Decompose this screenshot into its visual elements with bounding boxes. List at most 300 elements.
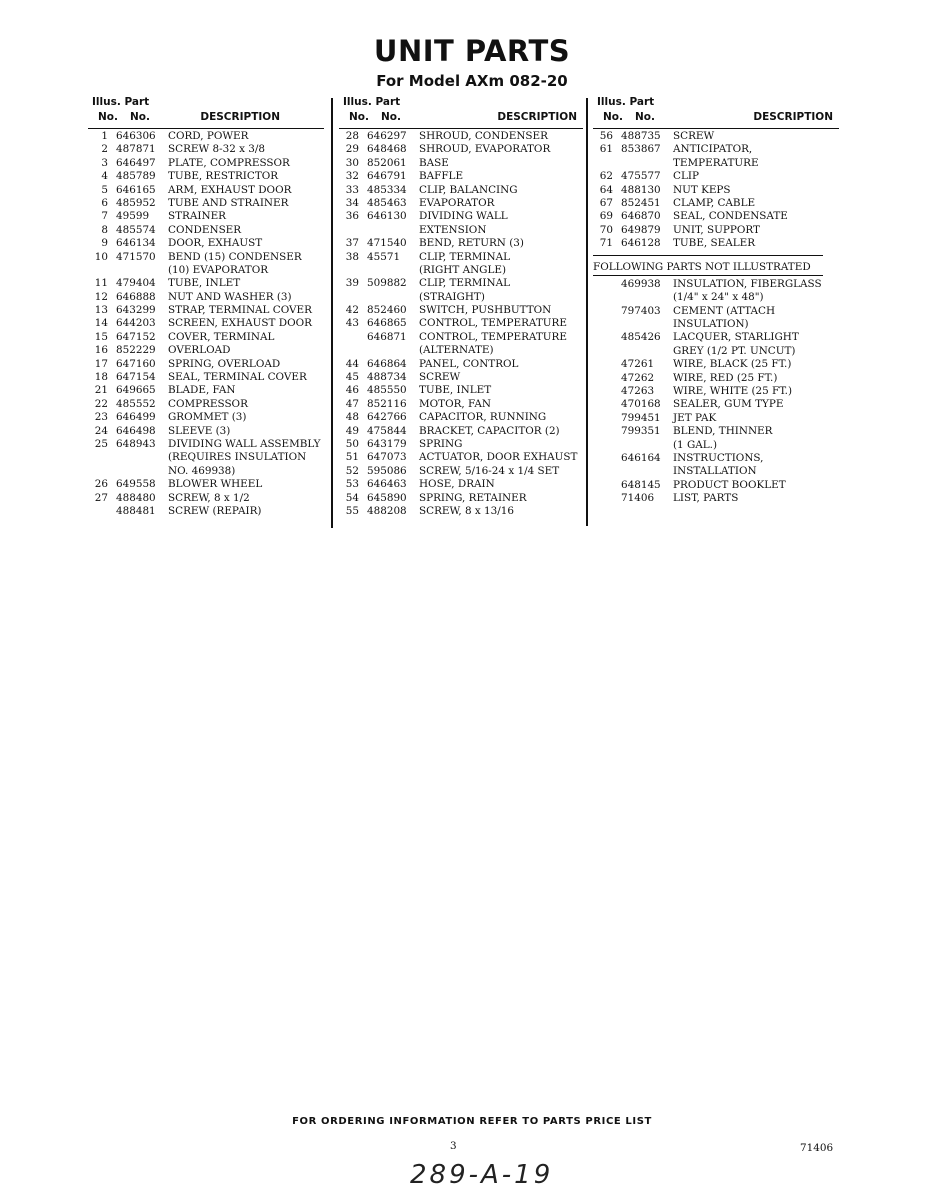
part-no: 485789 <box>116 170 156 183</box>
part-description: (10) EVAPORATOR <box>168 263 269 276</box>
part-row <box>88 371 324 384</box>
part-row <box>88 344 324 357</box>
part-row <box>339 197 583 210</box>
part-row <box>339 384 583 397</box>
part-no: 471540 <box>367 237 407 250</box>
illus-no: 23 <box>94 411 108 424</box>
part-row <box>88 170 324 183</box>
part-description: LIST, PARTS <box>673 492 739 505</box>
part-description: SCREEN, EXHAUST DOOR <box>168 317 312 330</box>
part-no: 647152 <box>116 330 156 343</box>
illus-no <box>593 452 613 465</box>
part-description: EVAPORATOR <box>419 196 495 209</box>
part-description: INSULATION) <box>673 318 749 331</box>
illus-part-header: Illus. Part <box>343 96 401 108</box>
part-row <box>593 291 839 304</box>
header-rule <box>88 128 324 129</box>
part-no: 485550 <box>367 384 407 397</box>
part-row <box>88 277 324 290</box>
illus-no <box>593 318 613 331</box>
part-description: TEMPERATURE <box>673 156 759 169</box>
part-row <box>88 157 324 170</box>
part-row <box>339 451 583 464</box>
illus-no: 46 <box>345 384 359 397</box>
not-illustrated-list <box>593 278 839 506</box>
part-no: 647073 <box>367 451 407 464</box>
part-description: SPRING, RETAINER <box>419 491 527 504</box>
part-no: 646871 <box>367 330 407 343</box>
part-description: SEAL, TERMINAL COVER <box>168 371 307 384</box>
illus-no <box>593 425 613 438</box>
part-no: 485952 <box>116 196 156 209</box>
illus-no: 9 <box>101 237 108 250</box>
illus-no: 25 <box>94 437 108 450</box>
part-description: (1 GAL.) <box>673 438 718 451</box>
part-row <box>88 478 324 491</box>
part-description: SPRING <box>419 437 463 450</box>
part-no: 487871 <box>116 143 156 156</box>
part-description: INSTRUCTIONS, <box>673 451 764 464</box>
part-no: 646463 <box>367 478 407 491</box>
part-no: 852229 <box>116 344 156 357</box>
part-description: UNIT, SUPPORT <box>673 223 760 236</box>
part-row <box>593 278 839 291</box>
part-row <box>339 398 583 411</box>
part-no <box>108 264 168 277</box>
part-no: 485426 <box>621 331 661 344</box>
part-description: SPRING, OVERLOAD <box>168 357 281 370</box>
part-row <box>339 157 583 170</box>
part-row <box>593 197 839 210</box>
illus-no: 32 <box>345 170 359 183</box>
part-no: 642766 <box>367 411 407 424</box>
part-no: 646870 <box>621 210 661 223</box>
illus-no <box>593 385 613 398</box>
parts-column-2 <box>339 94 583 518</box>
part-row <box>88 505 324 518</box>
part-description: NUT AND WASHER (3) <box>168 290 292 303</box>
page-title: UNIT PARTS <box>373 34 571 68</box>
illus-no: 67 <box>599 196 613 209</box>
part-no: 648468 <box>367 143 407 156</box>
illus-no <box>339 291 359 304</box>
part-row <box>339 331 583 344</box>
part-no: 485574 <box>116 223 156 236</box>
part-no: 797403 <box>621 304 661 317</box>
part-row <box>339 411 583 424</box>
illus-no <box>593 492 613 505</box>
part-description: SWITCH, PUSHBUTTON <box>419 304 552 317</box>
illus-no: 29 <box>345 143 359 156</box>
part-row <box>88 317 324 330</box>
illus-no <box>88 264 108 277</box>
part-description: COMPRESSOR <box>168 397 248 410</box>
part-row <box>88 492 324 505</box>
illus-no: 71 <box>599 237 613 250</box>
part-row <box>88 224 324 237</box>
section-rule <box>593 275 823 276</box>
part-description: SCREW, 5/16-24 x 1/4 SET <box>419 464 560 477</box>
illus-no: 48 <box>345 411 359 424</box>
part-description: CORD, POWER <box>168 130 249 142</box>
part-no <box>613 345 673 358</box>
illus-no <box>593 331 613 344</box>
part-description: ANTICIPATOR, <box>673 143 753 156</box>
part-row <box>593 358 839 371</box>
header-rule <box>593 128 839 129</box>
part-no: 475577 <box>621 170 661 183</box>
part-row <box>339 143 583 156</box>
part-description: SHROUD, EVAPORATOR <box>419 143 551 156</box>
part-description: (REQUIRES INSULATION <box>168 451 307 464</box>
part-no: 488480 <box>116 491 156 504</box>
part-description: CAPACITOR, RUNNING <box>419 411 547 424</box>
illus-no: 15 <box>94 330 108 343</box>
part-row <box>88 438 324 451</box>
part-row <box>339 224 583 237</box>
illus-no: 50 <box>345 437 359 450</box>
page-number: 3 <box>450 1140 457 1152</box>
illus-no: 18 <box>94 371 108 384</box>
part-row <box>339 237 583 250</box>
part-row <box>88 425 324 438</box>
part-description: CLIP <box>673 170 699 183</box>
illus-no: 14 <box>94 317 108 330</box>
part-description: BLOWER WHEEL <box>168 478 263 491</box>
part-no: 646165 <box>116 183 156 196</box>
part-row <box>593 479 839 492</box>
part-no: 646164 <box>621 451 661 464</box>
part-row <box>593 412 839 425</box>
part-description: PANEL, CONTROL <box>419 357 519 370</box>
part-description: DOOR, EXHAUST <box>168 237 263 250</box>
part-row <box>339 358 583 371</box>
part-no: 643179 <box>367 437 407 450</box>
part-row <box>88 304 324 317</box>
part-no: 470168 <box>621 398 661 411</box>
part-no: 485334 <box>367 183 407 196</box>
part-description: GREY (1/2 PT. UNCUT) <box>673 344 796 357</box>
part-row <box>339 210 583 223</box>
model-subtitle: For Model AXm 082-20 <box>376 72 568 90</box>
part-no <box>613 465 673 478</box>
part-row <box>339 277 583 290</box>
part-row <box>593 224 839 237</box>
part-row <box>88 411 324 424</box>
part-description: DIVIDING WALL <box>419 210 508 223</box>
illus-no: 24 <box>94 424 108 437</box>
illus-part-header: Illus. Part <box>92 96 150 108</box>
part-description: JET PAK <box>673 411 717 424</box>
part-row <box>88 264 324 277</box>
part-description: BAFFLE <box>419 170 464 183</box>
part-row <box>593 170 839 183</box>
part-row <box>593 237 839 250</box>
illus-no: 33 <box>345 183 359 196</box>
part-no: 647154 <box>116 371 156 384</box>
part-no: 646134 <box>116 237 156 250</box>
illus-no: 5 <box>101 183 108 196</box>
section-rule <box>593 255 823 256</box>
illus-no: 22 <box>94 397 108 410</box>
illus-no: 51 <box>345 451 359 464</box>
part-no: 646791 <box>367 170 407 183</box>
part-row <box>88 451 324 464</box>
illus-no: 44 <box>345 357 359 370</box>
part-description: NO. 469938) <box>168 464 236 477</box>
illus-no: 8 <box>101 223 108 236</box>
part-description: ARM, EXHAUST DOOR <box>168 183 292 196</box>
part-no: 488481 <box>116 504 156 517</box>
part-no: 645890 <box>367 491 407 504</box>
parts-list <box>593 130 839 251</box>
part-description: BEND, RETURN (3) <box>419 237 524 250</box>
part-no: 644203 <box>116 317 156 330</box>
part-no: 852460 <box>367 304 407 317</box>
column-header <box>88 94 324 128</box>
part-description: TUBE, INLET <box>168 277 241 290</box>
illus-no <box>593 465 613 478</box>
part-no: 852451 <box>621 196 661 209</box>
part-row <box>593 210 839 223</box>
part-row <box>88 291 324 304</box>
illus-no: 55 <box>345 504 359 517</box>
part-row <box>339 317 583 330</box>
part-description: CONTROL, TEMPERATURE <box>419 317 567 330</box>
illus-no: 30 <box>345 156 359 169</box>
illus-no <box>593 372 613 385</box>
part-description: TUBE, INLET <box>419 384 492 397</box>
part-row <box>593 439 839 452</box>
illus-no: 56 <box>599 130 613 142</box>
part-row <box>339 505 583 518</box>
part-no <box>108 451 168 464</box>
illus-no <box>593 278 613 291</box>
part-row <box>593 492 839 505</box>
part-row <box>339 371 583 384</box>
part-description: INSTALLATION <box>673 465 757 478</box>
part-description: (ALTERNATE) <box>419 344 494 357</box>
illus-no: 49 <box>345 424 359 437</box>
part-description: PRODUCT BOOKLET <box>673 478 786 491</box>
part-row <box>593 130 839 143</box>
part-description: BLEND, THINNER <box>673 425 773 438</box>
part-no: 469938 <box>621 277 661 290</box>
part-no-header: No. <box>635 111 655 123</box>
parts-column-3 <box>593 94 839 506</box>
illus-no <box>593 479 613 492</box>
part-row <box>339 251 583 264</box>
part-description: STRAP, TERMINAL COVER <box>168 304 312 317</box>
part-description: COVER, TERMINAL <box>168 330 275 343</box>
part-no: 647160 <box>116 357 156 370</box>
part-no: 648145 <box>621 478 661 491</box>
header-rule <box>339 128 583 129</box>
illus-no: 1 <box>101 130 108 142</box>
part-no: 47262 <box>621 371 655 384</box>
part-no: 488734 <box>367 371 407 384</box>
part-no: 595086 <box>367 464 407 477</box>
part-no: 646306 <box>116 130 156 142</box>
part-description: CLIP, TERMINAL <box>419 277 511 290</box>
part-description: CLIP, BALANCING <box>419 183 518 196</box>
part-description: SCREW, 8 x 13/16 <box>419 504 514 517</box>
illus-no: 45 <box>345 371 359 384</box>
part-no: 47263 <box>621 385 655 398</box>
part-description: WIRE, BLACK (25 FT.) <box>673 358 792 371</box>
part-no <box>613 157 673 170</box>
part-no: 643299 <box>116 304 156 317</box>
illus-no: 17 <box>94 357 108 370</box>
part-description: SHROUD, CONDENSER <box>419 130 548 142</box>
part-no <box>359 344 419 357</box>
part-description: SCREW (REPAIR) <box>168 504 262 517</box>
illus-no: 28 <box>345 130 359 142</box>
illus-no-header: No. <box>603 111 623 123</box>
document-code: 71406 <box>800 1142 834 1154</box>
part-description: SLEEVE (3) <box>168 424 231 437</box>
part-no: 646865 <box>367 317 407 330</box>
part-row <box>593 305 839 318</box>
illus-part-header: Illus. Part <box>597 96 655 108</box>
part-row <box>88 384 324 397</box>
part-no <box>359 264 419 277</box>
part-description: NUT KEPS <box>673 183 731 196</box>
part-row <box>593 331 839 344</box>
illus-no <box>88 451 108 464</box>
illus-no: 4 <box>101 170 108 183</box>
part-no: 475844 <box>367 424 407 437</box>
part-row <box>88 143 324 156</box>
illus-no: 70 <box>599 223 613 236</box>
part-row <box>593 157 839 170</box>
part-row <box>88 130 324 143</box>
part-no <box>613 291 673 304</box>
part-no: 649665 <box>116 384 156 397</box>
illus-no: 7 <box>101 210 108 223</box>
part-no: 479404 <box>116 277 156 290</box>
illus-no <box>593 345 613 358</box>
part-no: 485552 <box>116 397 156 410</box>
part-row <box>339 438 583 451</box>
illus-no <box>88 505 108 518</box>
part-no <box>359 291 419 304</box>
illus-no-header: No. <box>349 111 369 123</box>
illus-no: 47 <box>345 397 359 410</box>
part-no: 488735 <box>621 130 661 142</box>
description-header: DESCRIPTION <box>497 111 577 123</box>
illus-no: 54 <box>345 491 359 504</box>
part-description: INSULATION, FIBERGLASS <box>673 277 822 290</box>
illus-no: 2 <box>101 143 108 156</box>
illus-no: 34 <box>345 196 359 209</box>
part-row <box>593 318 839 331</box>
illus-no: 69 <box>599 210 613 223</box>
part-description: GROMMET (3) <box>168 411 247 424</box>
part-description: (RIGHT ANGLE) <box>419 263 507 276</box>
part-no-header: No. <box>381 111 401 123</box>
part-description: WIRE, WHITE (25 FT.) <box>673 385 793 398</box>
part-no <box>613 439 673 452</box>
part-no: 509882 <box>367 277 407 290</box>
part-row <box>88 197 324 210</box>
part-row <box>88 184 324 197</box>
part-no: 853867 <box>621 143 661 156</box>
description-header: DESCRIPTION <box>200 111 280 123</box>
part-row <box>593 184 839 197</box>
parts-list <box>339 130 583 518</box>
illus-no <box>593 305 613 318</box>
part-row <box>339 291 583 304</box>
part-row <box>593 385 839 398</box>
part-row <box>88 237 324 250</box>
illus-no: 53 <box>345 478 359 491</box>
part-description: STRAINER <box>168 210 226 223</box>
part-description: (STRAIGHT) <box>419 290 485 303</box>
part-row <box>339 184 583 197</box>
parts-column-1 <box>88 94 324 518</box>
illus-no: 43 <box>345 317 359 330</box>
illus-no: 62 <box>599 170 613 183</box>
part-description: OVERLOAD <box>168 344 231 357</box>
illus-no <box>339 264 359 277</box>
part-row <box>339 344 583 357</box>
part-row <box>339 465 583 478</box>
part-row <box>88 465 324 478</box>
column-divider <box>586 98 588 526</box>
part-row <box>339 170 583 183</box>
illus-no: 13 <box>94 304 108 317</box>
part-no: 646864 <box>367 357 407 370</box>
part-description: CLAMP, CABLE <box>673 196 756 209</box>
part-row <box>339 264 583 277</box>
description-header: DESCRIPTION <box>753 111 833 123</box>
not-illustrated-heading: FOLLOWING PARTS NOT ILLUSTRATED <box>593 260 811 273</box>
part-description: SCREW 8-32 x 3/8 <box>168 143 265 156</box>
part-row <box>593 345 839 358</box>
part-no: 71406 <box>621 492 655 505</box>
part-no <box>108 465 168 478</box>
part-description: BRACKET, CAPACITOR (2) <box>419 424 560 437</box>
illus-no: 37 <box>345 237 359 250</box>
part-no: 646128 <box>621 237 661 250</box>
part-description: TUBE, SEALER <box>673 237 756 250</box>
part-no: 649879 <box>621 223 661 236</box>
part-description: SCREW <box>673 130 715 142</box>
part-description: PLATE, COMPRESSOR <box>168 156 290 169</box>
part-description: SCREW <box>419 371 461 384</box>
illus-no: 21 <box>94 384 108 397</box>
illus-no: 64 <box>599 183 613 196</box>
illus-no: 36 <box>345 210 359 223</box>
illus-no <box>593 157 613 170</box>
illus-no: 38 <box>345 250 359 263</box>
part-no: 47261 <box>621 358 655 371</box>
part-row <box>593 398 839 411</box>
part-row <box>593 143 839 156</box>
part-no: 646297 <box>367 130 407 142</box>
part-no: 45571 <box>367 250 401 263</box>
illus-no <box>339 331 359 344</box>
part-row <box>88 331 324 344</box>
part-row <box>339 304 583 317</box>
illus-no <box>593 291 613 304</box>
part-description: MOTOR, FAN <box>419 397 491 410</box>
part-description: BLADE, FAN <box>168 384 236 397</box>
part-description: SEALER, GUM TYPE <box>673 398 784 411</box>
illus-no: 42 <box>345 304 359 317</box>
illus-no <box>593 412 613 425</box>
